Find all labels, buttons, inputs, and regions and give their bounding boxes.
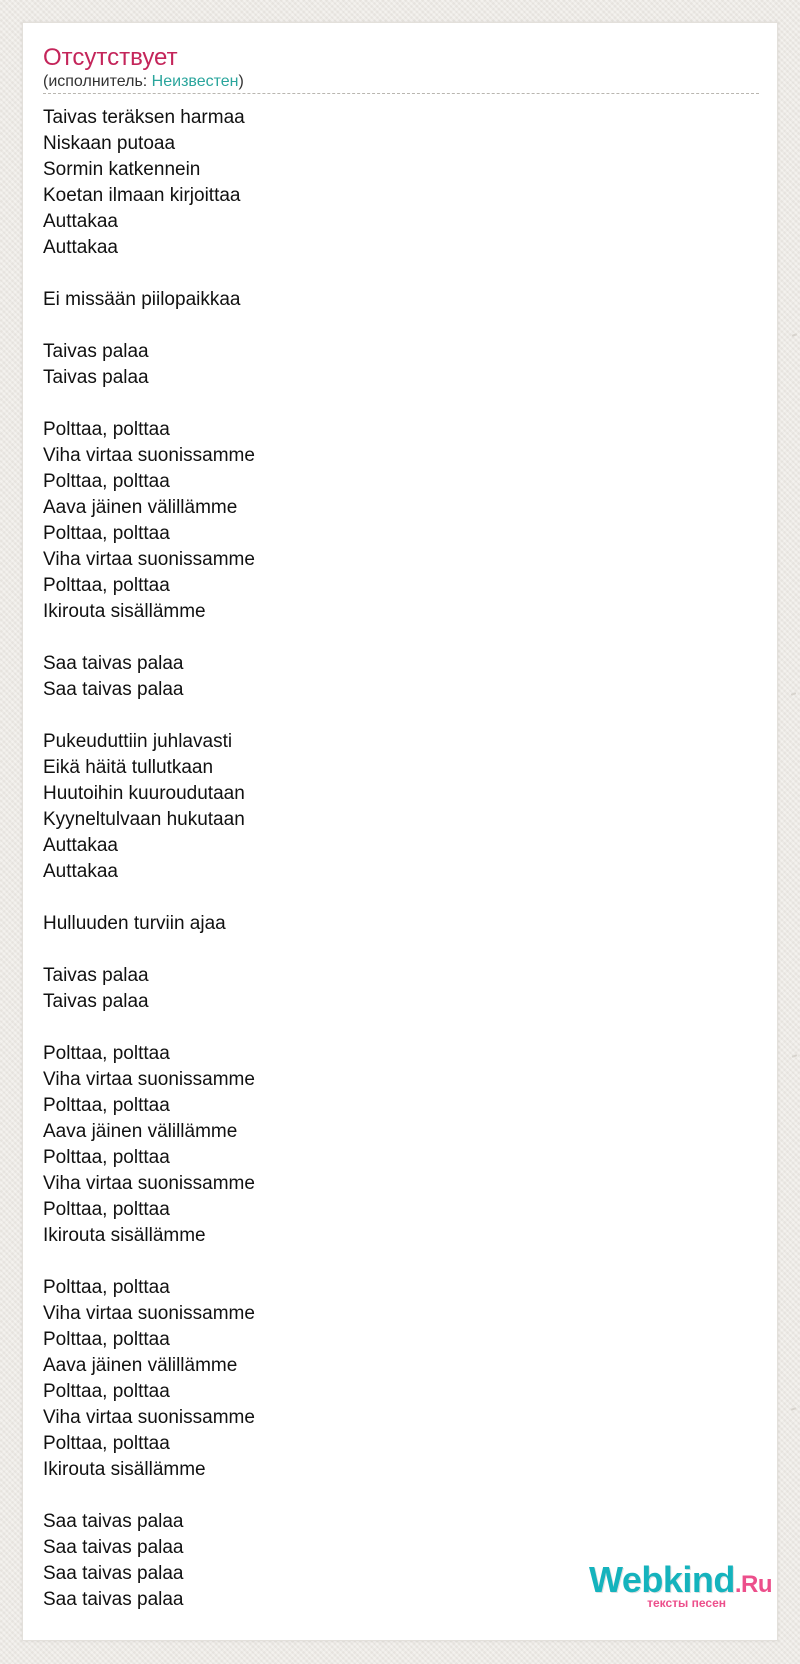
lyric-line: Polttaa, polttaa — [43, 1433, 170, 1454]
lyric-line: Niskaan putoaa — [43, 133, 176, 154]
lyric-line: Polttaa, polttaa — [43, 575, 170, 596]
artist-suffix: ) — [238, 73, 244, 90]
stanza-break — [43, 261, 255, 287]
lyric-line: Auttakaa — [43, 211, 118, 232]
paper-texture-speck — [791, 692, 796, 696]
lyric-line: Taivas palaa — [43, 965, 149, 986]
stanza-break — [43, 625, 255, 651]
lyric-line: Polttaa, polttaa — [43, 471, 170, 492]
lyric-line: Viha virtaa suonissamme — [43, 1069, 255, 1090]
stanza-break — [43, 885, 255, 911]
logo-tagline: тексты песен — [647, 1596, 726, 1610]
lyric-line: Viha virtaa suonissamme — [43, 1303, 255, 1324]
lyric-line: Ikirouta sisällämme — [43, 1459, 206, 1480]
lyric-line: Polttaa, polttaa — [43, 523, 170, 544]
lyric-line: Saa taivas palaa — [43, 1511, 184, 1532]
lyric-line: Taivas palaa — [43, 341, 149, 362]
lyric-line: Polttaa, polttaa — [43, 1095, 170, 1116]
lyric-line: Polttaa, polttaa — [43, 1277, 170, 1298]
lyric-line: Saa taivas palaa — [43, 1589, 184, 1610]
lyric-line: Aava jäinen välillämme — [43, 497, 238, 518]
lyric-line: Taivas palaa — [43, 367, 149, 388]
logo-tld: .Ru — [734, 1571, 772, 1598]
stanza-break — [43, 937, 255, 963]
lyric-line: Polttaa, polttaa — [43, 1147, 170, 1168]
lyric-line: Polttaa, polttaa — [43, 1043, 170, 1064]
lyric-line: Saa taivas palaa — [43, 1537, 184, 1558]
lyric-line: Polttaa, polttaa — [43, 1199, 170, 1220]
lyric-line: Taivas teräksen harmaa — [43, 107, 245, 128]
lyric-line: Polttaa, polttaa — [43, 1329, 170, 1350]
lyric-line: Saa taivas palaa — [43, 653, 184, 674]
stanza-break — [43, 1483, 255, 1509]
stanza-break — [43, 703, 255, 729]
stanza-break — [43, 1015, 255, 1041]
lyric-line: Ei missään piilopaikkaa — [43, 289, 241, 310]
lyric-line: Auttakaa — [43, 835, 118, 856]
lyrics-text — [43, 105, 255, 1613]
paper-texture-speck — [792, 1054, 797, 1058]
lyrics-card — [22, 22, 778, 1641]
lyric-line: Viha virtaa suonissamme — [43, 1407, 255, 1428]
logo-name: Webkind — [588, 1559, 735, 1600]
artist-line — [43, 72, 244, 92]
artist-prefix: (исполнитель: — [43, 73, 152, 90]
lyric-line: Ikirouta sisällämme — [43, 1225, 206, 1246]
stanza-break — [43, 1249, 255, 1275]
lyric-line: Sormin katkennein — [43, 159, 201, 180]
lyric-line: Viha virtaa suonissamme — [43, 549, 255, 570]
lyric-line: Saa taivas palaa — [43, 1563, 184, 1584]
lyric-line: Aava jäinen välillämme — [43, 1355, 238, 1376]
lyric-line: Eikä häitä tullutkaan — [43, 757, 214, 778]
paper-texture-speck — [792, 333, 797, 337]
lyric-line: Koetan ilmaan kirjoittaa — [43, 185, 241, 206]
paper-texture-speck — [791, 1407, 796, 1411]
lyric-line: Polttaa, polttaa — [43, 419, 170, 440]
lyric-line: Pukeuduttiin juhlavasti — [43, 731, 233, 752]
lyric-line: Ikirouta sisällämme — [43, 601, 206, 622]
lyric-line: Viha virtaa suonissamme — [43, 445, 255, 466]
lyric-line: Huutoihin kuuroudutaan — [43, 783, 245, 804]
lyric-line: Aava jäinen välillämme — [43, 1121, 238, 1142]
lyric-line: Saa taivas palaa — [43, 679, 184, 700]
lyric-line: Viha virtaa suonissamme — [43, 1173, 255, 1194]
lyric-line: Polttaa, polttaa — [43, 1381, 170, 1402]
artist-link[interactable]: Неизвестен — [151, 73, 239, 90]
stanza-break — [43, 391, 255, 417]
lyric-line: Kyyneltulvaan hukutaan — [43, 809, 245, 830]
lyric-line: Hulluuden turviin ajaa — [43, 913, 226, 934]
stanza-break — [43, 313, 255, 339]
header-divider — [43, 93, 759, 94]
lyric-line: Auttakaa — [43, 237, 118, 258]
lyric-line: Auttakaa — [43, 861, 118, 882]
webkind-logo[interactable] — [572, 1560, 772, 1610]
lyric-line: Taivas palaa — [43, 991, 149, 1012]
song-title: Отсутствует — [43, 44, 178, 71]
